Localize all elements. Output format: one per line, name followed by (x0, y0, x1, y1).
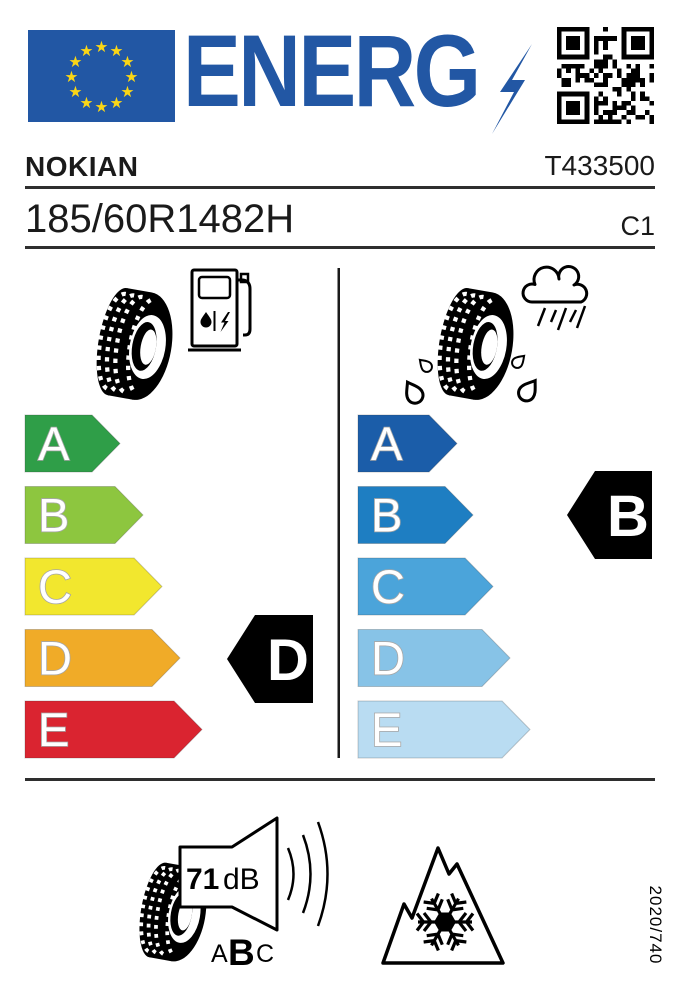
tire-class: C1 (620, 211, 655, 241)
svg-text:★: ★ (120, 83, 135, 101)
wet-grip-rating-badge (567, 471, 652, 559)
svg-text:★: ★ (94, 38, 109, 56)
svg-text:B: B (607, 484, 649, 549)
wet-scale-row-d (358, 630, 510, 687)
svg-text:★: ★ (109, 42, 124, 60)
svg-text:★: ★ (68, 53, 83, 71)
energ-wordmark: ENERG (183, 14, 479, 128)
fuel-scale-row-e (25, 701, 202, 758)
brand-name: NOKIAN (25, 151, 139, 182)
svg-text:A: A (38, 417, 70, 470)
svg-text:★: ★ (79, 42, 94, 60)
divider-line-1 (25, 186, 655, 189)
svg-text:C: C (38, 560, 72, 613)
svg-text:D: D (371, 631, 405, 685)
noise-class-a: A (211, 940, 228, 968)
svg-text:★: ★ (79, 94, 94, 112)
snowflake-mountain-icon (383, 848, 503, 963)
tire-size: 185/60R1482H (25, 197, 295, 241)
svg-text:B: B (38, 488, 70, 542)
svg-text:E: E (38, 703, 70, 756)
svg-text:★: ★ (94, 98, 109, 116)
rain-cloud-icon (523, 267, 587, 330)
fuel-tire-icon (89, 285, 180, 405)
fuel-scale-row-d (25, 630, 180, 687)
fuel-scale-row-a (25, 415, 120, 472)
svg-text:★: ★ (64, 68, 79, 86)
noise-and-snow-section (0, 782, 682, 1000)
noise-value: 71 (186, 863, 220, 896)
wet-grip-tire-icon (430, 285, 521, 405)
svg-text:E: E (371, 703, 403, 756)
article-code: T433500 (544, 150, 655, 181)
wet-scale-row-e (358, 701, 530, 758)
svg-text:C: C (371, 560, 405, 613)
noise-class-b: B (228, 932, 255, 973)
fuel-pump-icon (188, 270, 250, 350)
svg-text:★: ★ (120, 53, 135, 71)
section-divider (338, 268, 341, 758)
divider-line-3 (25, 778, 655, 781)
svg-text:D: D (38, 631, 72, 685)
noise-class-c: C (256, 940, 275, 968)
ratings-section (0, 248, 682, 782)
wet-scale-row-c (358, 558, 493, 615)
fuel-scale-row-c (25, 558, 162, 615)
fuel-rating-badge (227, 615, 313, 703)
sound-wave-icon (288, 822, 328, 926)
noise-unit: dB (223, 863, 260, 896)
regulation-number: 2020/740 (646, 885, 665, 965)
svg-text:B: B (371, 488, 403, 542)
wet-scale-row-b (358, 487, 473, 544)
lightning-bolt-icon (492, 38, 538, 138)
svg-text:★: ★ (124, 68, 139, 86)
fuel-scale-row-b (25, 487, 143, 544)
qr-code (557, 27, 654, 124)
svg-text:D: D (267, 628, 309, 693)
svg-text:A: A (371, 417, 403, 470)
fuel-efficiency-scale (25, 415, 313, 758)
svg-text:★: ★ (68, 83, 83, 101)
wet-scale-row-a (358, 415, 457, 472)
svg-text:★: ★ (109, 94, 124, 112)
eu-flag (28, 30, 175, 122)
rain-drops (538, 306, 585, 330)
wet-grip-scale (358, 415, 652, 758)
